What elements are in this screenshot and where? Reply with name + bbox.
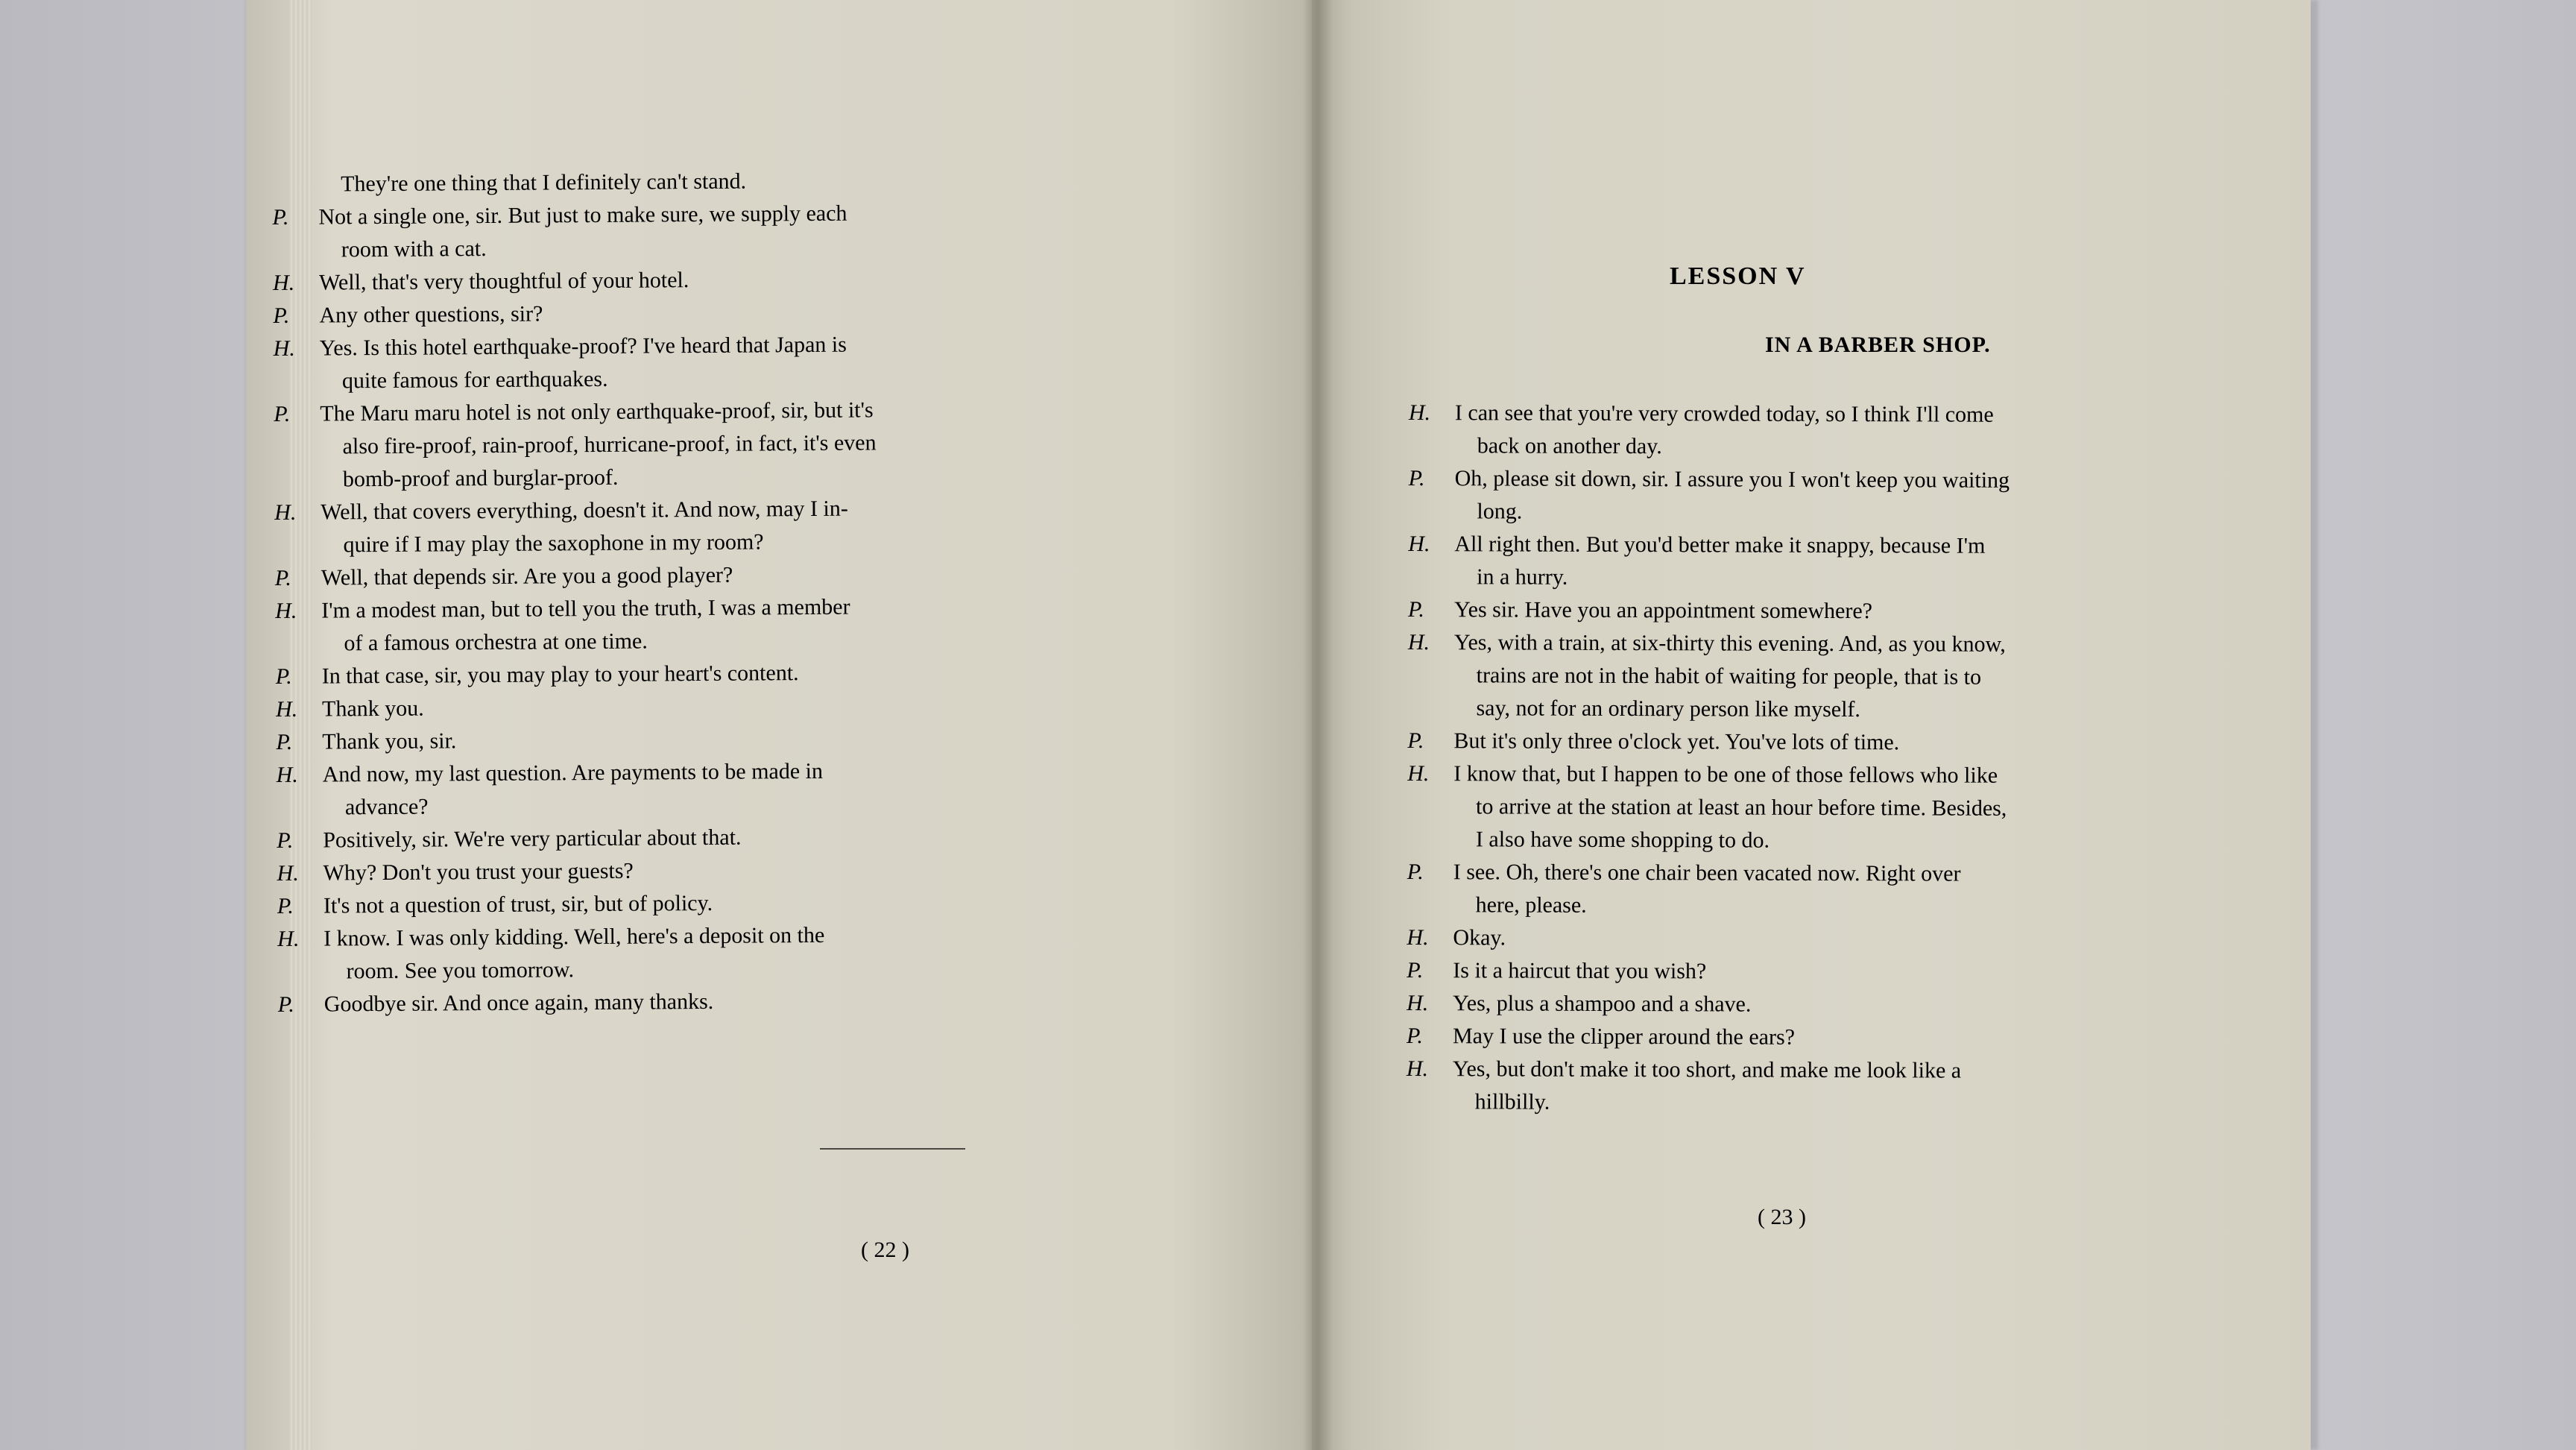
speaker-label: H. xyxy=(272,270,295,295)
dialogue-line xyxy=(1408,593,2161,629)
dialogue-text: Yes. Is this hotel earthquake-proof? I've heard that Japan is xyxy=(319,332,847,361)
speaker-label: H. xyxy=(1406,1056,1429,1082)
speaker-label: P. xyxy=(277,828,294,853)
speaker-label: P. xyxy=(1407,596,1425,622)
speaker-label: H. xyxy=(1408,400,1431,426)
dialogue-line xyxy=(1407,1020,2159,1056)
dialogue-line xyxy=(1407,1085,2159,1121)
dialogue-text: Well, that's very thoughtful of your hotel. xyxy=(318,268,689,295)
dialogue-line xyxy=(1407,954,2159,990)
dialogue-line xyxy=(1407,725,2160,760)
dialogue-continuation: back on another day. xyxy=(1477,433,1662,459)
dialogue-text: Well, that depends sir. Are you a good player? xyxy=(321,562,733,590)
dialogue-text: Yes, plus a shampoo and a shave. xyxy=(1453,991,1752,1017)
speaker-label: H. xyxy=(1407,629,1430,655)
speaker-label: P. xyxy=(1407,957,1424,983)
dialogue-line xyxy=(1408,561,2161,596)
dialogue-line xyxy=(1408,528,2161,564)
dialogue-line xyxy=(1409,429,2162,465)
speaker-label: H. xyxy=(274,499,297,525)
lesson-title: LESSON V xyxy=(1670,262,1806,290)
dialogue-text: And now, my last question. Are payments to be made in xyxy=(322,758,824,787)
dialogue-text: Well, that covers everything, doesn't it. And now, may I in- xyxy=(321,496,848,525)
dialogue-continuation: bomb-proof and burglar-proof. xyxy=(342,464,619,492)
dialogue-line xyxy=(1407,889,2160,924)
dialogue-text: Yes sir. Have you an appointment somewhere? xyxy=(1453,597,1873,624)
dialogue-line xyxy=(1407,921,2159,957)
speaker-label: P. xyxy=(275,663,292,689)
dialogue-continuation: room with a cat. xyxy=(341,236,487,262)
dialogue-text: Goodbye sir. And once again, many thanks. xyxy=(323,989,714,1017)
speaker-label: P. xyxy=(274,401,291,426)
dialogue-text: Yes, with a train, at six-thirty this evening. And, as you know, xyxy=(1453,630,2006,657)
page-number-left: ( 22 ) xyxy=(861,1238,909,1262)
page-number-right: ( 23 ) xyxy=(1758,1205,1806,1229)
dialogue-text: Okay. xyxy=(1453,925,1506,951)
dialogue-text: In that case, sir, you may play to your heart's content. xyxy=(321,661,799,689)
dialogue-text: Positively, sir. We're very particular about that. xyxy=(323,825,742,853)
dialogue-text: Oh, please sit down, sir. I assure you I won't keep you waiting xyxy=(1454,466,2010,493)
dialogue-text: I know that, but I happen to be one of those fellows who like xyxy=(1453,761,1998,788)
dialogue-continuation: quite famous for earthquakes. xyxy=(341,366,608,394)
dialogue-text: May I use the clipper around the ears? xyxy=(1452,1024,1796,1050)
dialogue-line xyxy=(1407,790,2160,826)
dialogue-continuation: in a hurry. xyxy=(1477,564,1568,590)
dialogue-text: I see. Oh, there's one chair been vacated now. Right over xyxy=(1453,860,1961,886)
dialogue-text: Thank you. xyxy=(321,696,424,722)
book-gutter xyxy=(1303,0,1333,1450)
speaker-label: P. xyxy=(273,303,290,328)
dialogue-line xyxy=(1409,397,2162,432)
dialogue-text: Not a single one, sir. But just to make sure, we supply each xyxy=(318,201,847,230)
dialogue-text: I can see that you're very crowded today, so I think I'll come xyxy=(1454,400,1994,427)
dialogue-text: But it's only three o'clock yet. You've lots of time. xyxy=(1453,728,1900,755)
speaker-label: H. xyxy=(275,696,298,722)
left-page-dialogue xyxy=(272,162,1284,1021)
dialogue-text: Thank you, sir. xyxy=(322,728,457,754)
speaker-label: P. xyxy=(272,204,289,230)
dialogue-line xyxy=(1408,659,2161,695)
dialogue-line xyxy=(1407,757,2160,793)
dialogue-text: Any other questions, sir? xyxy=(319,301,543,328)
section-divider-rule xyxy=(820,1148,965,1150)
speaker-label: H. xyxy=(1408,531,1430,557)
dialogue-line xyxy=(278,982,1284,1021)
dialogue-continuation: advance? xyxy=(344,794,429,820)
dialogue-line xyxy=(1408,626,2161,662)
dialogue-continuation: also fire-proof, rain-proof, hurricane-proof, in fact, it's even xyxy=(342,430,877,459)
speaker-label: H. xyxy=(1407,924,1429,951)
speaker-label: P. xyxy=(274,565,291,590)
speaker-label: P. xyxy=(276,729,293,754)
dialogue-continuation: here, please. xyxy=(1475,892,1587,918)
speaker-label: H. xyxy=(277,860,299,886)
speaker-label: H. xyxy=(273,335,295,361)
dialogue-text: All right then. But you'd better make it snappy, because I'm xyxy=(1454,532,1986,558)
right-page-dialogue xyxy=(1407,397,2162,1121)
dialogue-text: Yes, but don't make it too short, and make me look like a xyxy=(1452,1056,1962,1083)
dialogue-continuation: hillbilly. xyxy=(1474,1089,1550,1115)
dialogue-continuation: I also have some shopping to do. xyxy=(1475,827,1770,853)
dialogue-text: The Maru maru hotel is not only earthquake-proof, sir, but it's xyxy=(320,397,874,426)
dialogue-continuation: trains are not in the habit of waiting for people, that is to xyxy=(1476,663,1982,690)
speaker-label: P. xyxy=(1407,728,1424,754)
speaker-label: P. xyxy=(277,992,294,1017)
speaker-label: H. xyxy=(1407,760,1430,787)
dialogue-line xyxy=(1407,1053,2159,1088)
dialogue-continuation: to arrive at the station at least an hour before time. Besides, xyxy=(1476,794,2007,821)
dialogue-line xyxy=(1409,462,2162,498)
lesson-subtitle: IN A BARBER SHOP. xyxy=(1765,332,1991,357)
dialogue-line xyxy=(1408,495,2161,531)
dialogue-text: Is it a haircut that you wish? xyxy=(1453,958,1707,984)
dialogue-continuation: long. xyxy=(1477,499,1523,524)
speaker-label: H. xyxy=(277,926,300,951)
speaker-label: H. xyxy=(276,762,298,787)
dialogue-line xyxy=(1407,856,2160,892)
speaker-label: P. xyxy=(1407,859,1424,885)
dialogue-text: I know. I was only kidding. Well, here's a deposit on the xyxy=(323,922,825,951)
dialogue-text: It's not a question of trust, sir, but of policy. xyxy=(323,890,713,918)
dialogue-continuation: say, not for an ordinary person like myself. xyxy=(1476,696,1861,722)
dialogue-continuation: quire if I may play the saxophone in my room? xyxy=(343,529,764,558)
speaker-label: P. xyxy=(1406,1023,1424,1049)
dialogue-text: I'm a modest man, but to tell you the truth, I was a member xyxy=(321,594,850,623)
speaker-label: P. xyxy=(1408,465,1425,491)
dialogue-continuation: room. See you tomorrow. xyxy=(346,957,575,984)
dialogue-text: Why? Don't you trust your guests? xyxy=(323,858,634,886)
dialogue-continuation: of a famous orchestra at one time. xyxy=(344,628,648,656)
dialogue-continuation: They're one thing that I definitely can't stand. xyxy=(341,168,747,197)
dialogue-line xyxy=(1407,987,2159,1023)
dialogue-line xyxy=(1407,692,2160,728)
speaker-label: P. xyxy=(277,893,294,918)
dialogue-line xyxy=(1407,823,2160,859)
speaker-label: H. xyxy=(275,598,297,623)
speaker-label: H. xyxy=(1407,990,1429,1016)
